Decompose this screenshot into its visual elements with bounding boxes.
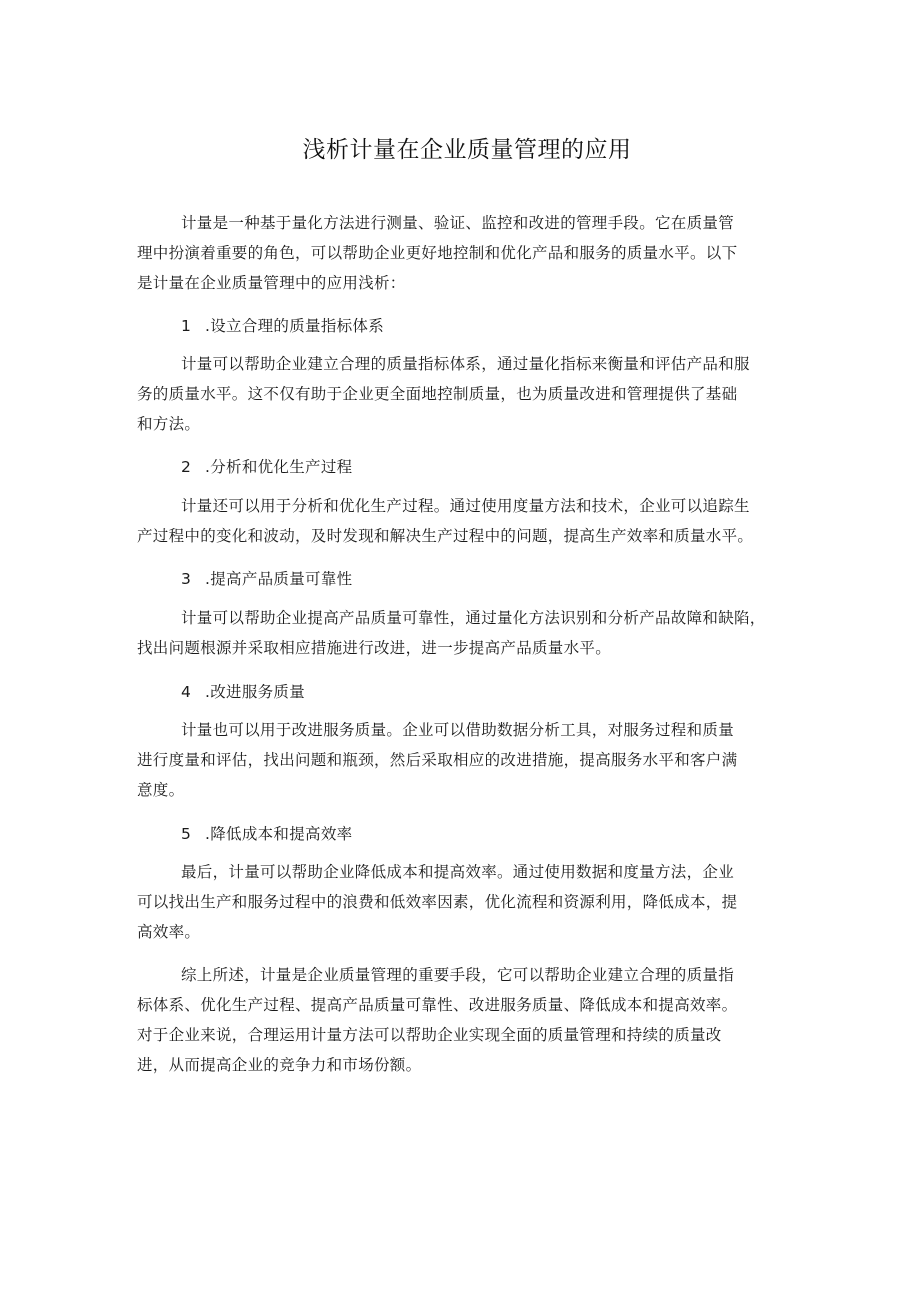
section-paragraph-2 <box>137 491 797 551</box>
section-heading-2 <box>181 452 352 482</box>
section-heading-1 <box>181 311 384 341</box>
paragraph-line: 务的质量水平。这不仅有助于企业更全面地控制质量，也为质量改进和管理提供了基础 <box>137 385 738 403</box>
paragraph-line: 可以找出生产和服务过程中的浪费和低效率因素，优化流程和资源利用，降低成本，提 <box>137 893 738 911</box>
conclusion-line: 进，从而提高企业的竞争力和市场份额。 <box>137 1056 422 1074</box>
section-heading-text: .改进服务质量 <box>205 683 306 701</box>
section-paragraph-1 <box>137 349 797 439</box>
section-paragraph-3 <box>137 603 797 663</box>
section-heading-text: .设立合理的质量指标体系 <box>205 317 385 335</box>
intro-paragraph <box>137 208 797 298</box>
paragraph-line: 意度。 <box>137 781 185 799</box>
section-heading-text: .提高产品质量可靠性 <box>205 570 353 588</box>
section-heading-3 <box>181 564 352 594</box>
document-title: 浅析计量在企业质量管理的应用 <box>302 137 632 163</box>
conclusion-line: 对于企业来说，合理运用计量方法可以帮助企业实现全面的质量管理和持续的质量改 <box>137 1026 722 1044</box>
paragraph-line: 计量还可以用于分析和优化生产过程。通过使用度量方法和技术，企业可以追踪生 <box>181 497 750 515</box>
conclusion-line: 标体系、优化生产过程、提高产品质量可靠性、改进服务质量、降低成本和提高效率。 <box>137 996 738 1014</box>
paragraph-line: 计量可以帮助企业建立合理的质量指标体系，通过量化指标来衡量和评估产品和服 <box>181 355 750 373</box>
section-heading-5 <box>181 819 352 849</box>
paragraph-line: 高效率。 <box>137 923 201 941</box>
paragraph-line: 进行度量和评估，找出问题和瓶颈，然后采取相应的改进措施，提高服务水平和客户满 <box>137 751 738 769</box>
section-number: 2 <box>181 458 192 476</box>
paragraph-line: 找出问题根源并采取相应措施进行改进，进一步提高产品质量水平。 <box>137 639 612 657</box>
section-paragraph-4 <box>137 715 797 805</box>
conclusion-paragraph <box>137 960 797 1080</box>
paragraph-line: 计量可以帮助企业提高产品质量可靠性，通过量化方法识别和分析产品故障和缺陷， <box>181 609 766 627</box>
section-number: 4 <box>181 683 192 701</box>
section-number: 3 <box>181 570 192 588</box>
paragraph-line: 计量也可以用于改进服务质量。企业可以借助数据分析工具，对服务过程和质量 <box>181 721 735 739</box>
intro-line: 理中扮演着重要的角色，可以帮助企业更好地控制和优化产品和服务的质量水平。以下 <box>137 244 738 262</box>
paragraph-line: 产过程中的变化和波动，及时发现和解决生产过程中的问题，提高生产效率和质量水平。 <box>137 527 754 545</box>
paragraph-line: 最后，计量可以帮助企业降低成本和提高效率。通过使用数据和度量方法，企业 <box>181 863 735 881</box>
conclusion-line: 综上所述，计量是企业质量管理的重要手段，它可以帮助企业建立合理的质量指 <box>181 966 735 984</box>
section-number: 1 <box>181 317 192 335</box>
paragraph-line: 和方法。 <box>137 415 201 433</box>
section-heading-4 <box>181 677 305 707</box>
intro-line: 计量是一种基于量化方法进行测量、验证、监控和改进的管理手段。它在质量管 <box>181 214 735 232</box>
intro-line: 是计量在企业质量管理中的应用浅析： <box>137 274 406 292</box>
section-number: 5 <box>181 825 192 843</box>
section-heading-text: .分析和优化生产过程 <box>205 458 353 476</box>
section-paragraph-5 <box>137 857 797 947</box>
section-heading-text: .降低成本和提高效率 <box>205 825 353 843</box>
